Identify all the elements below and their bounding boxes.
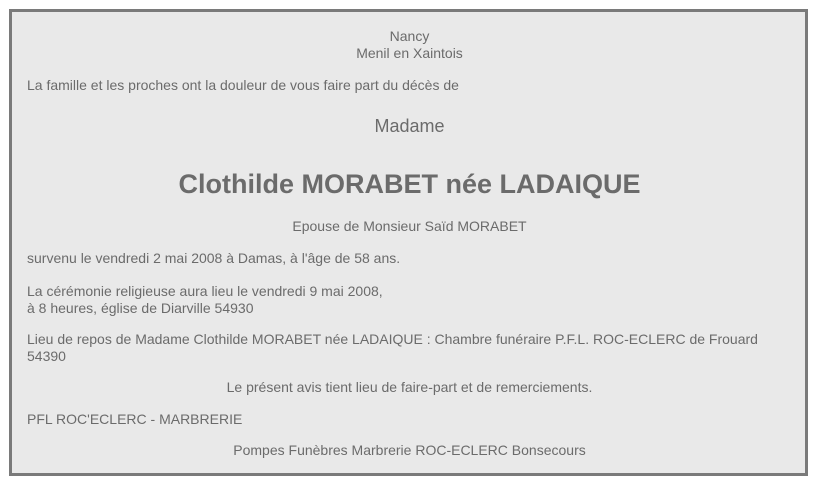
ceremony-line-2: à 8 heures, église de Diarville 54930 — [27, 300, 254, 316]
rest-place-line-1: Lieu de repos de Madame Clothilde MORABET née LADAIQUE : Chambre funéraire P.F.L. ROC-ECLERC de Frouard — [27, 331, 758, 347]
obituary-notice — [9, 9, 808, 476]
funeral-home-name: Pompes Funèbres Marbrerie ROC-ECLERC Bonsecours — [233, 442, 586, 458]
ceremony-line-1: La cérémonie religieuse aura lieu le vendredi 9 mai 2008, — [27, 283, 383, 299]
notice-statement: Le présent avis tient lieu de faire-part et de remerciements. — [226, 379, 593, 395]
honorific-title: Madame — [374, 116, 445, 136]
deceased-name: Clothilde MORABET née LADAIQUE — [178, 169, 641, 199]
sender-name: PFL ROC'ECLERC - MARBRERIE — [27, 411, 243, 427]
intro-text: La famille et les proches ont la douleur de vous faire part du décès de — [27, 77, 459, 93]
rest-place-line-2: 54390 — [27, 348, 66, 364]
death-info: survenu le vendredi 2 mai 2008 à Damas, à l'âge de 58 ans. — [27, 250, 401, 266]
header-city: Nancy — [389, 28, 430, 44]
spouse-line: Epouse de Monsieur Saïd MORABET — [292, 218, 527, 234]
header-town: Menil en Xaintois — [356, 45, 463, 61]
